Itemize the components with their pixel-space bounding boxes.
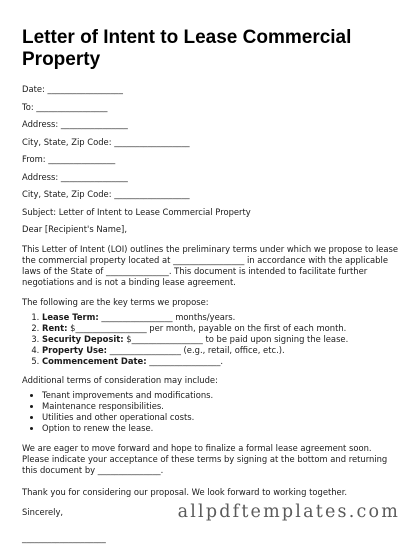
intro-line: This Letter of Intent (LOI) outlines the preliminary terms under which we propose to lease [22, 243, 399, 254]
term-label: Property Use: [42, 344, 108, 355]
term-label: Lease Term: [42, 311, 99, 322]
term-text: _________________ months/years. [98, 311, 236, 322]
additional-item: • Maintenance responsibilities. [42, 401, 392, 412]
title-line-1: Letter of Intent to Lease Commercial [22, 27, 352, 48]
term-text: $_________________ per month, payable on the first of each month. [67, 322, 347, 333]
closing-line: Please indicate your acceptance of these terms by signing at the bottom and returning [22, 453, 388, 464]
title-line-2: Property [22, 49, 101, 70]
additional-terms-list [22, 390, 392, 434]
additional-item: • Option to renew the lease. [42, 423, 392, 434]
closing-line: this document by _______________. [22, 464, 164, 475]
term-text: _________________. [146, 355, 224, 366]
intro-paragraph [22, 243, 399, 288]
thanks-line: Thank you for considering our proposal. We look forward to working together. [22, 486, 348, 497]
intro-line: negotiations and is not a binding lease agreement. [22, 276, 236, 287]
term-item-security-deposit [42, 334, 392, 345]
intro-line: laws of the State of _______________. This document is intended to facilitate further [22, 265, 368, 276]
from-field: From: ________________ [22, 154, 116, 164]
site-watermark: allpdftemplates.com [177, 502, 400, 522]
term-item-property-use [42, 345, 392, 356]
document-title [22, 27, 392, 71]
term-item-commencement-date [42, 356, 392, 367]
additional-intro: Additional terms of consideration may include: [22, 374, 218, 385]
date-field: Date: __________________ [22, 84, 123, 94]
terms-intro: The following are the key terms we propose: [22, 296, 209, 307]
to-city-state-zip-field: City, State, Zip Code: __________________ [22, 136, 190, 147]
additional-item: • Tenant improvements and modifications. [42, 390, 392, 401]
closing-paragraph [22, 443, 392, 476]
salutation: Dear [Recipient's Name], [22, 223, 127, 234]
to-field: To: _________________ [22, 101, 108, 112]
header-fields [22, 84, 392, 207]
term-label: Commencement Date: [42, 355, 147, 366]
subject-line: Subject: Letter of Intent to Lease Commercial Property [22, 206, 251, 217]
term-item-rent [42, 323, 392, 334]
term-label: Security Deposit: [42, 333, 124, 344]
signoff: Sincerely, [22, 506, 64, 517]
from-address-field: Address: ________________ [22, 171, 128, 182]
intro-line: the commercial property located at _________________ in accordance with the applicable [22, 254, 388, 265]
term-label: Rent: [42, 322, 68, 333]
additional-item: • Utilities and other operational costs. [42, 412, 392, 423]
signature-line: ____________________ [22, 532, 106, 543]
term-text: $_________________ to be paid upon signing the lease. [123, 333, 349, 344]
closing-line: We are eager to move forward and hope to finalize a formal lease agreement soon. [22, 442, 372, 453]
to-address-field: Address: ________________ [22, 119, 128, 129]
from-city-state-zip-field: City, State, Zip Code: __________________ [22, 189, 190, 199]
key-terms-list [22, 312, 392, 367]
term-item-lease-term [42, 312, 392, 323]
term-text: _________________ (e.g., retail, office, etc.). [107, 344, 285, 355]
letter-document [22, 0, 399, 544]
